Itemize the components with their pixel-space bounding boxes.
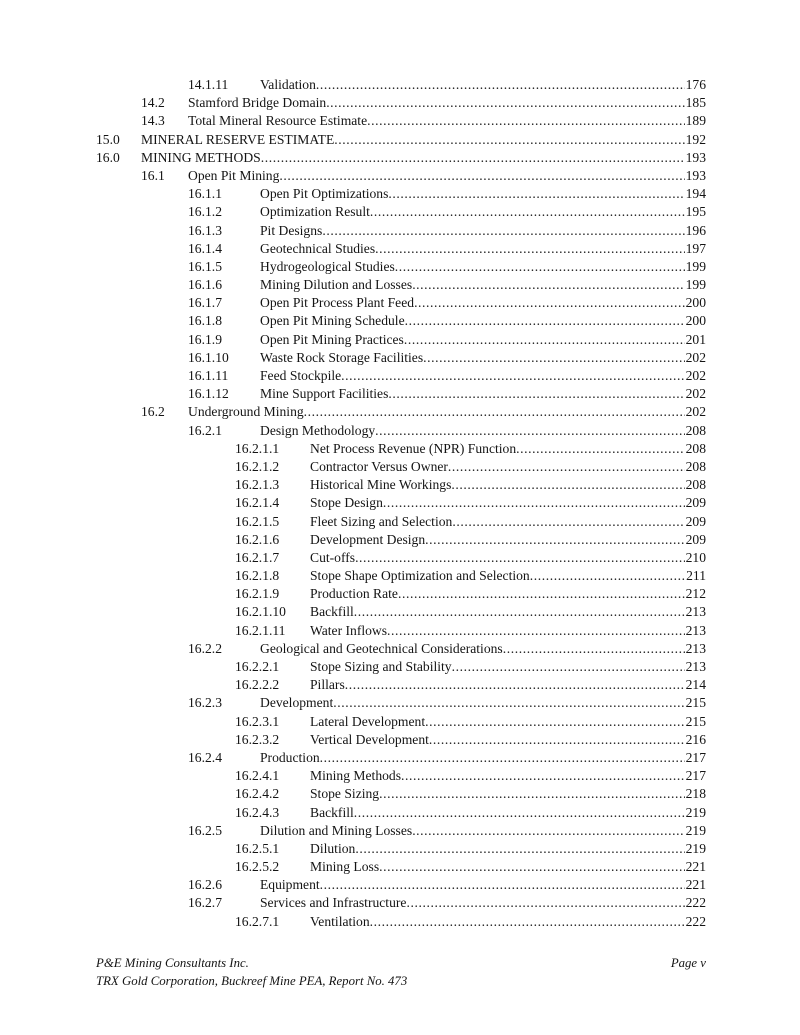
toc-entry-number: 16.2 xyxy=(141,404,165,420)
toc-entry-page: 217 xyxy=(685,768,706,784)
toc-entry-number: 16.2.1 xyxy=(188,422,222,438)
toc-entry-number: 14.3 xyxy=(141,113,165,129)
toc-entry-page: 221 xyxy=(685,877,706,893)
toc-entry-page: 201 xyxy=(685,331,706,347)
toc-entry xyxy=(235,804,706,822)
toc-entry xyxy=(235,713,706,731)
toc-entry-number: 16.1.9 xyxy=(188,331,222,347)
toc-entry-page: 222 xyxy=(685,913,706,929)
toc-entry xyxy=(141,403,706,421)
toc-entry xyxy=(235,603,706,621)
toc-entry-number: 16.1.3 xyxy=(188,222,222,238)
toc-dot-leader xyxy=(398,585,685,603)
toc-entry-page: 221 xyxy=(685,859,706,875)
toc-entry-number: 16.2.5 xyxy=(188,822,222,838)
toc-entry-title: Feed Stockpile xyxy=(260,368,342,383)
toc-dot-leader xyxy=(345,676,685,694)
toc-entry-title: Total Mineral Resource Estimate xyxy=(188,113,368,129)
toc-entry xyxy=(188,294,706,312)
toc-entry-number: 16.2.1.5 xyxy=(235,513,280,529)
toc-dot-leader xyxy=(406,894,684,912)
toc-entry-number: 16.1.11 xyxy=(188,368,229,383)
toc-entry xyxy=(235,785,706,803)
toc-entry-number: 16.2.4.3 xyxy=(235,804,280,820)
toc-entry-number: 15.0 xyxy=(96,131,120,147)
toc-entry-number: 16.1.12 xyxy=(188,386,229,402)
toc-entry-number: 16.2.7 xyxy=(188,895,222,911)
toc-entry-page: 200 xyxy=(685,295,706,311)
toc-entry-title: Stope Shape Optimization and Selection xyxy=(310,568,530,584)
toc-entry-page: 213 xyxy=(685,640,706,656)
toc-entry-page: 213 xyxy=(685,604,706,620)
toc-entry xyxy=(96,149,706,167)
toc-dot-leader xyxy=(304,403,685,421)
toc-dot-leader xyxy=(401,767,685,785)
toc-dot-leader xyxy=(404,331,685,349)
toc-entry-page: 202 xyxy=(685,404,706,420)
toc-entry xyxy=(235,767,706,785)
toc-dot-leader xyxy=(316,76,685,94)
footer-page-number: Page v xyxy=(670,956,706,970)
toc-entry-title: Mining Methods xyxy=(310,768,402,784)
toc-entry-title: Development xyxy=(260,695,334,711)
toc-entry xyxy=(188,258,706,276)
toc-entry-number: 16.1.6 xyxy=(188,277,222,293)
toc-dot-leader xyxy=(452,513,684,531)
toc-entry xyxy=(235,658,706,676)
toc-entry-title: Mining Loss xyxy=(310,859,380,875)
toc-entry-number: 16.2.4 xyxy=(188,749,222,765)
toc-dot-leader xyxy=(530,567,685,585)
toc-entry-page: 218 xyxy=(685,786,706,802)
toc-entry-number: 16.1.5 xyxy=(188,258,222,274)
toc-entry xyxy=(188,222,706,240)
toc-entry-page: 215 xyxy=(685,695,706,711)
toc-dot-leader xyxy=(387,622,685,640)
toc-entry-number: 16.1.7 xyxy=(188,295,222,311)
toc-entry xyxy=(188,312,706,330)
toc-entry-title: Geological and Geotechnical Considerations xyxy=(260,640,503,656)
toc-dot-leader xyxy=(516,440,684,458)
toc-entry-title: Design Methodology xyxy=(260,422,376,438)
toc-entry xyxy=(235,440,706,458)
toc-entry-number: 14.2 xyxy=(141,95,165,111)
toc-dot-leader xyxy=(320,749,685,767)
toc-entry-page: 185 xyxy=(685,95,706,111)
toc-entry-number: 16.1.2 xyxy=(188,204,222,220)
toc-entry-title: Water Inflows xyxy=(310,622,388,638)
toc-entry-title: Historical Mine Workings xyxy=(310,477,452,493)
toc-entry xyxy=(188,76,706,94)
toc-entry-number: 16.2.2.2 xyxy=(235,677,280,693)
toc-entry-title: Backfill xyxy=(310,604,354,620)
toc-entry-page: 202 xyxy=(685,386,706,402)
toc-entry-number: 16.2.3 xyxy=(188,695,222,711)
toc-entry-page: 195 xyxy=(685,204,706,220)
toc-entry-title: Open Pit Mining Practices xyxy=(260,331,404,347)
toc-dot-leader xyxy=(429,731,685,749)
toc-entry-page: 213 xyxy=(685,659,706,674)
toc-dot-leader xyxy=(395,258,685,276)
toc-dot-leader xyxy=(412,276,684,294)
toc-dot-leader xyxy=(388,185,684,203)
toc-dot-leader xyxy=(405,312,685,330)
toc-entry-page: 196 xyxy=(685,222,706,238)
toc-entry-number: 16.2.5.2 xyxy=(235,859,280,875)
toc-entry-title: Mining Dilution and Losses xyxy=(260,277,413,293)
toc-entry xyxy=(141,94,706,112)
toc-dot-leader xyxy=(322,222,684,240)
toc-entry xyxy=(235,676,706,694)
toc-entry-number: 16.2.2.1 xyxy=(235,659,280,674)
toc-entry xyxy=(235,622,706,640)
toc-entry-title: Vertical Development xyxy=(310,731,429,747)
toc-entry-page: 176 xyxy=(685,77,706,92)
toc-entry xyxy=(235,858,706,876)
toc-entry-title: Stope Sizing and Stability xyxy=(310,659,452,674)
footer-company: P&E Mining Consultants Inc. xyxy=(96,956,249,970)
toc-entry-page: 202 xyxy=(685,368,706,383)
toc-entry xyxy=(188,876,706,894)
toc-entry-page: 215 xyxy=(685,713,706,729)
toc-entry xyxy=(235,513,706,531)
toc-entry-page: 202 xyxy=(685,349,706,365)
toc-entry-title: Dilution xyxy=(310,840,356,856)
toc-entry-title: Lateral Development xyxy=(310,713,426,729)
toc-dot-leader xyxy=(354,603,685,621)
toc-entry xyxy=(235,494,706,512)
toc-entry-title: Stope Sizing xyxy=(310,786,380,802)
toc-entry-title: Pillars xyxy=(310,677,345,693)
toc-entry-number: 16.1 xyxy=(141,167,165,183)
toc-entry-number: 16.2.1.9 xyxy=(235,586,280,602)
toc-entry-page: 222 xyxy=(685,895,706,911)
toc-entry-title: Open Pit Mining Schedule xyxy=(260,313,405,329)
toc-entry-number: 16.0 xyxy=(96,149,120,165)
toc-entry-title: Open Pit Optimizations xyxy=(260,186,389,202)
toc-entry-number: 16.2.3.1 xyxy=(235,713,280,729)
toc-entry-number: 16.1.8 xyxy=(188,313,222,329)
toc-entry-title: Open Pit Mining xyxy=(188,167,280,183)
toc-dot-leader xyxy=(414,294,685,312)
toc-dot-leader xyxy=(425,713,684,731)
toc-entry-page: 193 xyxy=(685,167,706,183)
toc-entry-page: 212 xyxy=(685,586,706,602)
toc-entry-page: 208 xyxy=(685,440,706,456)
toc-entry-page: 217 xyxy=(685,749,706,765)
toc-entry-number: 16.2.2 xyxy=(188,640,222,656)
table-of-contents xyxy=(96,76,706,931)
toc-entry-number: 16.2.1.10 xyxy=(235,604,286,620)
toc-entry-page: 209 xyxy=(685,531,706,547)
toc-entry-title: Services and Infrastructure xyxy=(260,895,407,911)
toc-entry-title: MINERAL RESERVE ESTIMATE xyxy=(141,131,335,147)
toc-entry-number: 16.2.3.2 xyxy=(235,731,280,747)
toc-entry xyxy=(141,167,706,185)
toc-dot-leader xyxy=(452,658,685,676)
toc-entry-page: 219 xyxy=(685,822,706,838)
toc-entry-page: 219 xyxy=(685,804,706,820)
toc-entry xyxy=(188,422,706,440)
toc-entry-number: 16.2.1.11 xyxy=(235,622,286,638)
toc-dot-leader xyxy=(320,876,685,894)
toc-dot-leader xyxy=(354,804,685,822)
toc-entry-title: Ventilation xyxy=(310,913,370,929)
toc-dot-leader xyxy=(379,785,685,803)
toc-entry xyxy=(235,840,706,858)
toc-entry xyxy=(188,185,706,203)
toc-entry-number: 16.2.1.7 xyxy=(235,549,280,565)
toc-entry-number: 16.2.1.3 xyxy=(235,477,280,493)
page-footer xyxy=(96,954,706,990)
toc-entry xyxy=(235,531,706,549)
toc-entry-page: 193 xyxy=(685,149,706,165)
toc-entry xyxy=(188,203,706,221)
toc-entry xyxy=(235,549,706,567)
toc-entry-number: 16.2.1.4 xyxy=(235,495,280,511)
toc-dot-leader xyxy=(423,349,684,367)
toc-entry-page: 200 xyxy=(685,313,706,329)
toc-dot-leader xyxy=(375,240,684,258)
toc-entry xyxy=(188,822,706,840)
toc-dot-leader xyxy=(425,531,684,549)
toc-entry-number: 16.2.1.8 xyxy=(235,568,280,584)
toc-entry xyxy=(235,476,706,494)
toc-entry xyxy=(188,749,706,767)
toc-entry xyxy=(235,585,706,603)
toc-entry-number: 16.1.1 xyxy=(188,186,222,202)
toc-entry-number: 16.2.1.6 xyxy=(235,531,280,547)
toc-entry-title: Open Pit Process Plant Feed xyxy=(260,295,415,311)
toc-entry-title: Underground Mining xyxy=(188,404,304,420)
toc-entry-page: 208 xyxy=(685,458,706,474)
toc-entry xyxy=(235,731,706,749)
toc-entry-title: Cut-offs xyxy=(310,549,356,565)
toc-dot-leader xyxy=(261,149,685,167)
toc-entry-page: 213 xyxy=(685,622,706,638)
toc-entry-page: 209 xyxy=(685,513,706,529)
toc-entry-title: Optimization Result xyxy=(260,204,370,220)
toc-entry-title: Mine Support Facilities xyxy=(260,386,389,402)
toc-entry-number: 16.1.4 xyxy=(188,240,222,256)
toc-entry-page: 199 xyxy=(685,258,706,274)
toc-dot-leader xyxy=(448,458,685,476)
toc-dot-leader xyxy=(383,494,685,512)
toc-entry-page: 211 xyxy=(686,568,706,584)
toc-entry xyxy=(188,694,706,712)
toc-entry-number: 16.2.4.1 xyxy=(235,768,280,784)
toc-dot-leader xyxy=(388,385,684,403)
toc-entry xyxy=(141,112,706,130)
toc-entry xyxy=(188,240,706,258)
toc-entry-page: 216 xyxy=(685,731,706,747)
toc-dot-leader xyxy=(341,367,684,385)
toc-entry-page: 194 xyxy=(685,186,706,202)
toc-entry xyxy=(188,331,706,349)
toc-entry xyxy=(188,385,706,403)
toc-dot-leader xyxy=(370,913,685,931)
toc-entry-page: 199 xyxy=(685,277,706,293)
toc-dot-leader xyxy=(379,858,684,876)
toc-entry-number: 16.2.6 xyxy=(188,877,222,893)
toc-dot-leader xyxy=(334,131,684,149)
toc-entry-page: 214 xyxy=(685,677,706,693)
toc-entry xyxy=(235,458,706,476)
toc-entry-number: 16.1.10 xyxy=(188,349,229,365)
toc-entry-page: 208 xyxy=(685,422,706,438)
toc-entry-number: 16.2.7.1 xyxy=(235,913,280,929)
toc-entry-title: Dilution and Mining Losses xyxy=(260,822,413,838)
footer-report-title: TRX Gold Corporation, Buckreef Mine PEA, Report No. 473 xyxy=(96,974,408,988)
toc-entry-title: Geotechnical Studies xyxy=(260,240,376,256)
toc-dot-leader xyxy=(326,94,684,112)
toc-entry-title: Waste Rock Storage Facilities xyxy=(260,349,424,365)
toc-entry-title: Fleet Sizing and Selection xyxy=(310,513,453,529)
toc-entry-title: Backfill xyxy=(310,804,354,820)
toc-entry-title: Net Process Revenue (NPR) Function xyxy=(310,440,517,456)
toc-entry-page: 209 xyxy=(685,495,706,511)
toc-entry-number: 16.2.5.1 xyxy=(235,840,280,856)
toc-entry-number: 16.2.1.1 xyxy=(235,440,280,456)
toc-entry-title: Stope Design xyxy=(310,495,383,511)
toc-entry xyxy=(235,567,706,585)
toc-entry-number: 14.1.11 xyxy=(188,77,229,92)
toc-entry-page: 219 xyxy=(685,840,706,856)
toc-entry-title: Validation xyxy=(260,77,316,92)
toc-dot-leader xyxy=(367,112,685,130)
toc-entry-title: Equipment xyxy=(260,877,320,893)
toc-entry-title: Pit Designs xyxy=(260,222,323,238)
toc-dot-leader xyxy=(333,694,684,712)
toc-entry xyxy=(188,276,706,294)
toc-entry-title: Stamford Bridge Domain xyxy=(188,95,327,111)
toc-entry-page: 192 xyxy=(685,131,706,147)
toc-entry-title: Development Design xyxy=(310,531,426,547)
toc-entry-number: 16.2.1.2 xyxy=(235,458,280,474)
toc-dot-leader xyxy=(355,840,684,858)
toc-entry-page: 210 xyxy=(685,549,706,565)
toc-entry-page: 208 xyxy=(685,477,706,493)
toc-entry xyxy=(235,913,706,931)
toc-dot-leader xyxy=(355,549,685,567)
toc-entry xyxy=(188,640,706,658)
toc-entry-title: Production xyxy=(260,749,320,765)
toc-entry-page: 189 xyxy=(685,113,706,129)
toc-entry-title: MINING METHODS xyxy=(141,149,261,165)
toc-entry-title: Hydrogeological Studies xyxy=(260,258,395,274)
toc-entry xyxy=(188,894,706,912)
toc-dot-leader xyxy=(370,203,685,221)
toc-entry-page: 197 xyxy=(685,240,706,256)
toc-dot-leader xyxy=(503,640,685,658)
toc-entry-number: 16.2.4.2 xyxy=(235,786,280,802)
toc-dot-leader xyxy=(279,167,684,185)
toc-entry-title: Contractor Versus Owner xyxy=(310,458,448,474)
toc-dot-leader xyxy=(375,422,684,440)
toc-entry xyxy=(96,131,706,149)
toc-entry xyxy=(188,349,706,367)
toc-entry xyxy=(188,367,706,385)
toc-entry-title: Production Rate xyxy=(310,586,398,602)
toc-dot-leader xyxy=(412,822,684,840)
toc-dot-leader xyxy=(451,476,684,494)
